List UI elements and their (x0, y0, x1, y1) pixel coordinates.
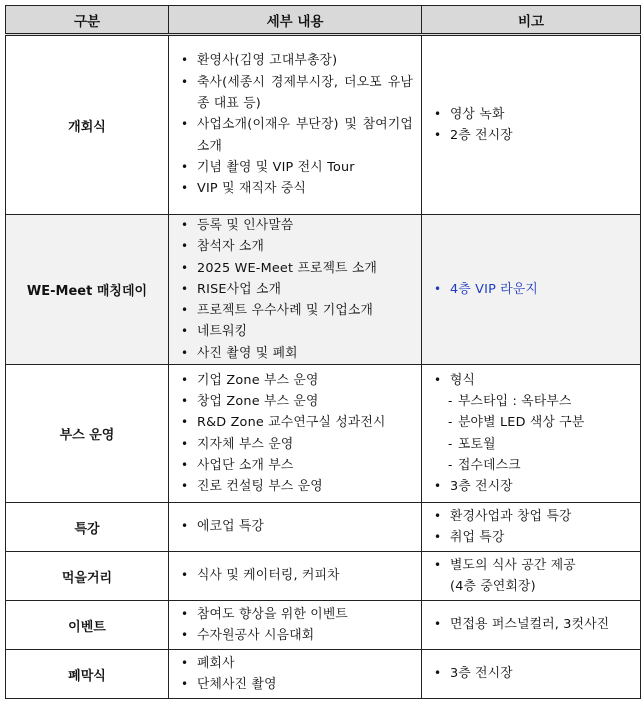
category-cell: 이벤트 (6, 601, 169, 650)
table-row-closing (6, 650, 641, 699)
remarks-cell (422, 35, 641, 215)
detail-item: • RISE사업 소개 (175, 279, 415, 300)
remark-subitem: - 부스타입 : 옥타부스 (428, 391, 634, 412)
details-cell (169, 650, 422, 699)
detail-item: • 참석자 소개 (175, 236, 415, 257)
detail-item: • 등록 및 인사말씀 (175, 215, 415, 236)
details-cell (169, 503, 422, 552)
remarks-cell (422, 215, 641, 365)
details-cell (169, 601, 422, 650)
remarks-cell (422, 601, 641, 650)
remark-item: • 면접용 퍼스널컬러, 3컷사진 (428, 614, 634, 635)
detail-item: • 2025 WE-Meet 프로젝트 소개 (175, 258, 415, 279)
detail-item: • 기업 Zone 부스 운영 (175, 370, 415, 391)
table-row-event (6, 601, 641, 650)
detail-item: • 프로젝트 우수사례 및 기업소개 (175, 300, 415, 321)
detail-item: • 식사 및 케이터링, 커피차 (175, 565, 415, 586)
category-cell: 개회식 (6, 35, 169, 215)
details-cell (169, 215, 422, 365)
detail-item: • 사진 촬영 및 폐회 (175, 343, 415, 364)
detail-item: • VIP 및 재직자 중식 (175, 178, 413, 199)
remark-item: • 2층 전시장 (428, 125, 634, 146)
remark-item: • 3층 전시장 (428, 663, 634, 684)
header-details: 세부 내용 (169, 6, 422, 35)
table-row-opening (6, 35, 641, 215)
remark-subitem: - 포토월 (428, 434, 634, 455)
remarks-cell (422, 365, 641, 503)
remarks-cell (422, 503, 641, 552)
detail-item: • 참여도 향상을 위한 이벤트 (175, 604, 415, 625)
category-cell: 특강 (6, 503, 169, 552)
detail-item: • R&D Zone 교수연구실 성과전시 (175, 412, 415, 433)
event-program-table (5, 5, 641, 699)
category-cell: 부스 운영 (6, 365, 169, 503)
table-row-booth (6, 365, 641, 503)
category-cell: 먹을거리 (6, 552, 169, 601)
detail-item: • 사업단 소개 부스 (175, 455, 415, 476)
detail-item: • 진로 컨설팅 부스 운영 (175, 476, 415, 497)
details-cell (169, 552, 422, 601)
detail-item: • 기념 촬영 및 VIP 전시 Tour (175, 157, 413, 178)
table-row-lecture (6, 503, 641, 552)
header-row (6, 6, 641, 35)
header-remarks: 비고 (422, 6, 641, 35)
detail-item: • 환영사(김영 고대부총장) (175, 50, 413, 71)
remark-subitem: - 분야별 LED 색상 구분 (428, 412, 634, 433)
detail-item: • 창업 Zone 부스 운영 (175, 391, 415, 412)
remarks-cell (422, 552, 641, 601)
remark-continuation: (4층 중연회장) (450, 579, 536, 595)
details-cell (169, 365, 422, 503)
details-cell (169, 35, 422, 215)
remark-item: • 영상 녹화 (428, 104, 634, 125)
remark-item: • 환경사업과 창업 특강 (428, 506, 634, 527)
remark-item: • 취업 특강 (428, 527, 634, 548)
detail-item: • 수자원공사 시음대회 (175, 625, 415, 646)
category-cell: 폐막식 (6, 650, 169, 699)
category-cell: WE-Meet 매칭데이 (6, 215, 169, 365)
detail-item: • 사업소개(이재우 부단장) 및 참여기업 소개 (175, 114, 413, 157)
header-category: 구분 (6, 6, 169, 35)
remark-item: • 4층 VIP 라운지 (428, 279, 634, 300)
detail-item: • 네트워킹 (175, 321, 415, 342)
detail-item: • 단체사진 촬영 (175, 674, 415, 695)
detail-item: • 에코업 특강 (175, 516, 415, 537)
remark-item: • 3층 전시장 (428, 476, 634, 497)
detail-item: • 폐회사 (175, 653, 415, 674)
remark-subitem: - 접수데스크 (428, 455, 634, 476)
remark-item: • 별도의 식사 공간 제공 (428, 555, 634, 576)
detail-item: • 축사(세종시 경제부시장, 더오포 유남종 대표 등) (175, 72, 413, 115)
detail-item: • 지자체 부스 운영 (175, 434, 415, 455)
remarks-cell (422, 650, 641, 699)
table-row-matching-day (6, 215, 641, 365)
table-row-food (6, 552, 641, 601)
remark-item: • 형식 (428, 370, 634, 391)
